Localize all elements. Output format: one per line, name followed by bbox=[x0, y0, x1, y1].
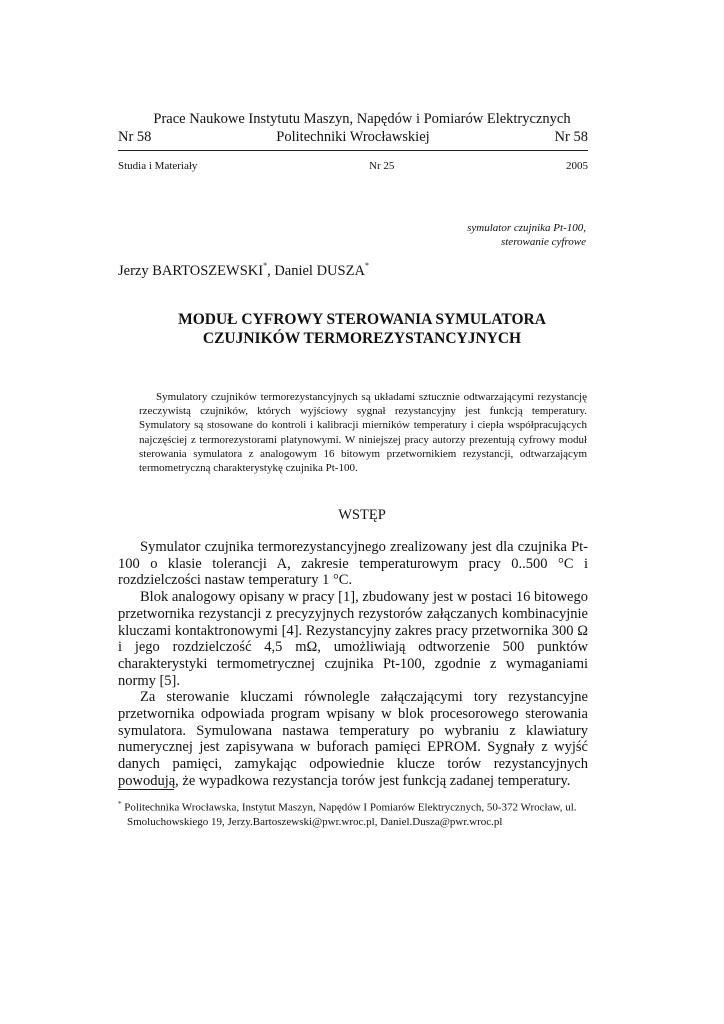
footnote-line: Politechnika Wrocławska, Instytut Maszyn, Napędów I Pomiarów Elektrycznych, 50-372 Wrocław, ul. bbox=[124, 801, 577, 814]
footnote-mark: * bbox=[118, 800, 122, 808]
university-name: Politechniki Wrocławskiej bbox=[276, 129, 430, 145]
journal-header-row bbox=[118, 129, 588, 146]
publication-year: 2005 bbox=[565, 160, 588, 172]
issue-number-left: Nr 58 bbox=[118, 129, 152, 145]
section-heading: WSTĘP bbox=[338, 507, 386, 523]
keywords bbox=[467, 221, 586, 249]
affiliation-mark: * bbox=[263, 261, 268, 270]
title-line: CZUJNIKÓW TERMOREZYSTANCYJNYCH bbox=[202, 330, 522, 347]
keyword: sterowanie cyfrowe bbox=[500, 236, 586, 248]
paper-title bbox=[0, 310, 724, 348]
footnote-line: Smoluchowskiego 19, Jerzy.Bartoszewski@pwr.wroc.pl, Daniel.Dusza@pwr.wroc.pl bbox=[127, 816, 503, 829]
affiliation-mark: * bbox=[364, 261, 369, 270]
abstract-text: Symulatory czujników termorezystancyjnych są układami sztucznie odtwarzającymi rezystancję rzeczywistą czujników, których wyjściowy sygnał rezystancyjny jest funkcją temperatury. Symulatory są stosowane do kontroli i kalibracji mierników temperatury i ciepła współpracujących najczęściej z termorezystorami platynowymi. W niniejszej pracy autorzy prezentują cyfrowy moduł sterowania symulatora z analogowym 16 bitowym przetwornikiem rezystancji, odtwarzającym termometryczną charakterystykę czujnika Pt-100. bbox=[139, 391, 587, 475]
abstract bbox=[139, 390, 587, 475]
series-name: Studia i Materiały bbox=[118, 160, 198, 172]
paragraph: Symulator czujnika termorezystancyjnego zrealizowany jest dla czujnika Pt-100 o klasie tolerancji A, zakresie temperaturowym pracy 0..500 °C i rozdzielczości nastaw temperatury 1 °C. bbox=[118, 539, 588, 589]
issue-number-right: Nr 58 bbox=[554, 129, 588, 145]
footnote-divider bbox=[118, 789, 174, 790]
series-row bbox=[118, 160, 588, 172]
paragraph: Blok analogowy opisany w pracy [1], zbudowany jest w postaci 16 bitowego przetwornika rezystancji z precyzyjnych rezystorów załączanych kombinacyjnie kluczami kontaktronowymi [4]. Rezystancyjny zakres pracy przetwornika 300 Ω i jego rozdzielczość 4,5 mΩ, umożliwiają odtworzenie 500 punktów charakterystyki termometrycznej czujnika Pt-100, zgodnie z wymaganiami normy [5]. bbox=[118, 589, 588, 689]
series-number: Nr 25 bbox=[369, 160, 395, 172]
author-separator: , bbox=[267, 262, 275, 279]
header-divider bbox=[118, 150, 588, 151]
footnote bbox=[118, 797, 588, 830]
journal-title: Prace Naukowe Instytutu Maszyn, Napędów i Pomiarów Elektrycznych bbox=[153, 111, 571, 127]
author-name: Daniel DUSZA bbox=[274, 262, 365, 279]
authors bbox=[118, 262, 369, 280]
paragraph: Za sterowanie kluczami równolegle załączającymi tory rezystancyjne przetwornika odpowiada program wpisany w blok procesorowego sterowania symulatora. Symulowana nastawa temperatury po wybraniu z klawiatury numerycznej jest zapisywana w buforach pamięci EPROM. Sygnały z wyjść danych pamięci, zamykając odpowiednie klucze torów rezystancyjnych powodują, że wypadkowa rezystancja torów jest funkcją zadanej temperatury. bbox=[118, 689, 588, 789]
title-line: MODUŁ CYFROWY STEROWANIA SYMULATORA bbox=[178, 311, 546, 328]
body-text bbox=[118, 539, 588, 790]
keyword: symulator czujnika Pt-100, bbox=[467, 222, 586, 234]
author-name: Jerzy BARTOSZEWSKI bbox=[118, 262, 264, 279]
